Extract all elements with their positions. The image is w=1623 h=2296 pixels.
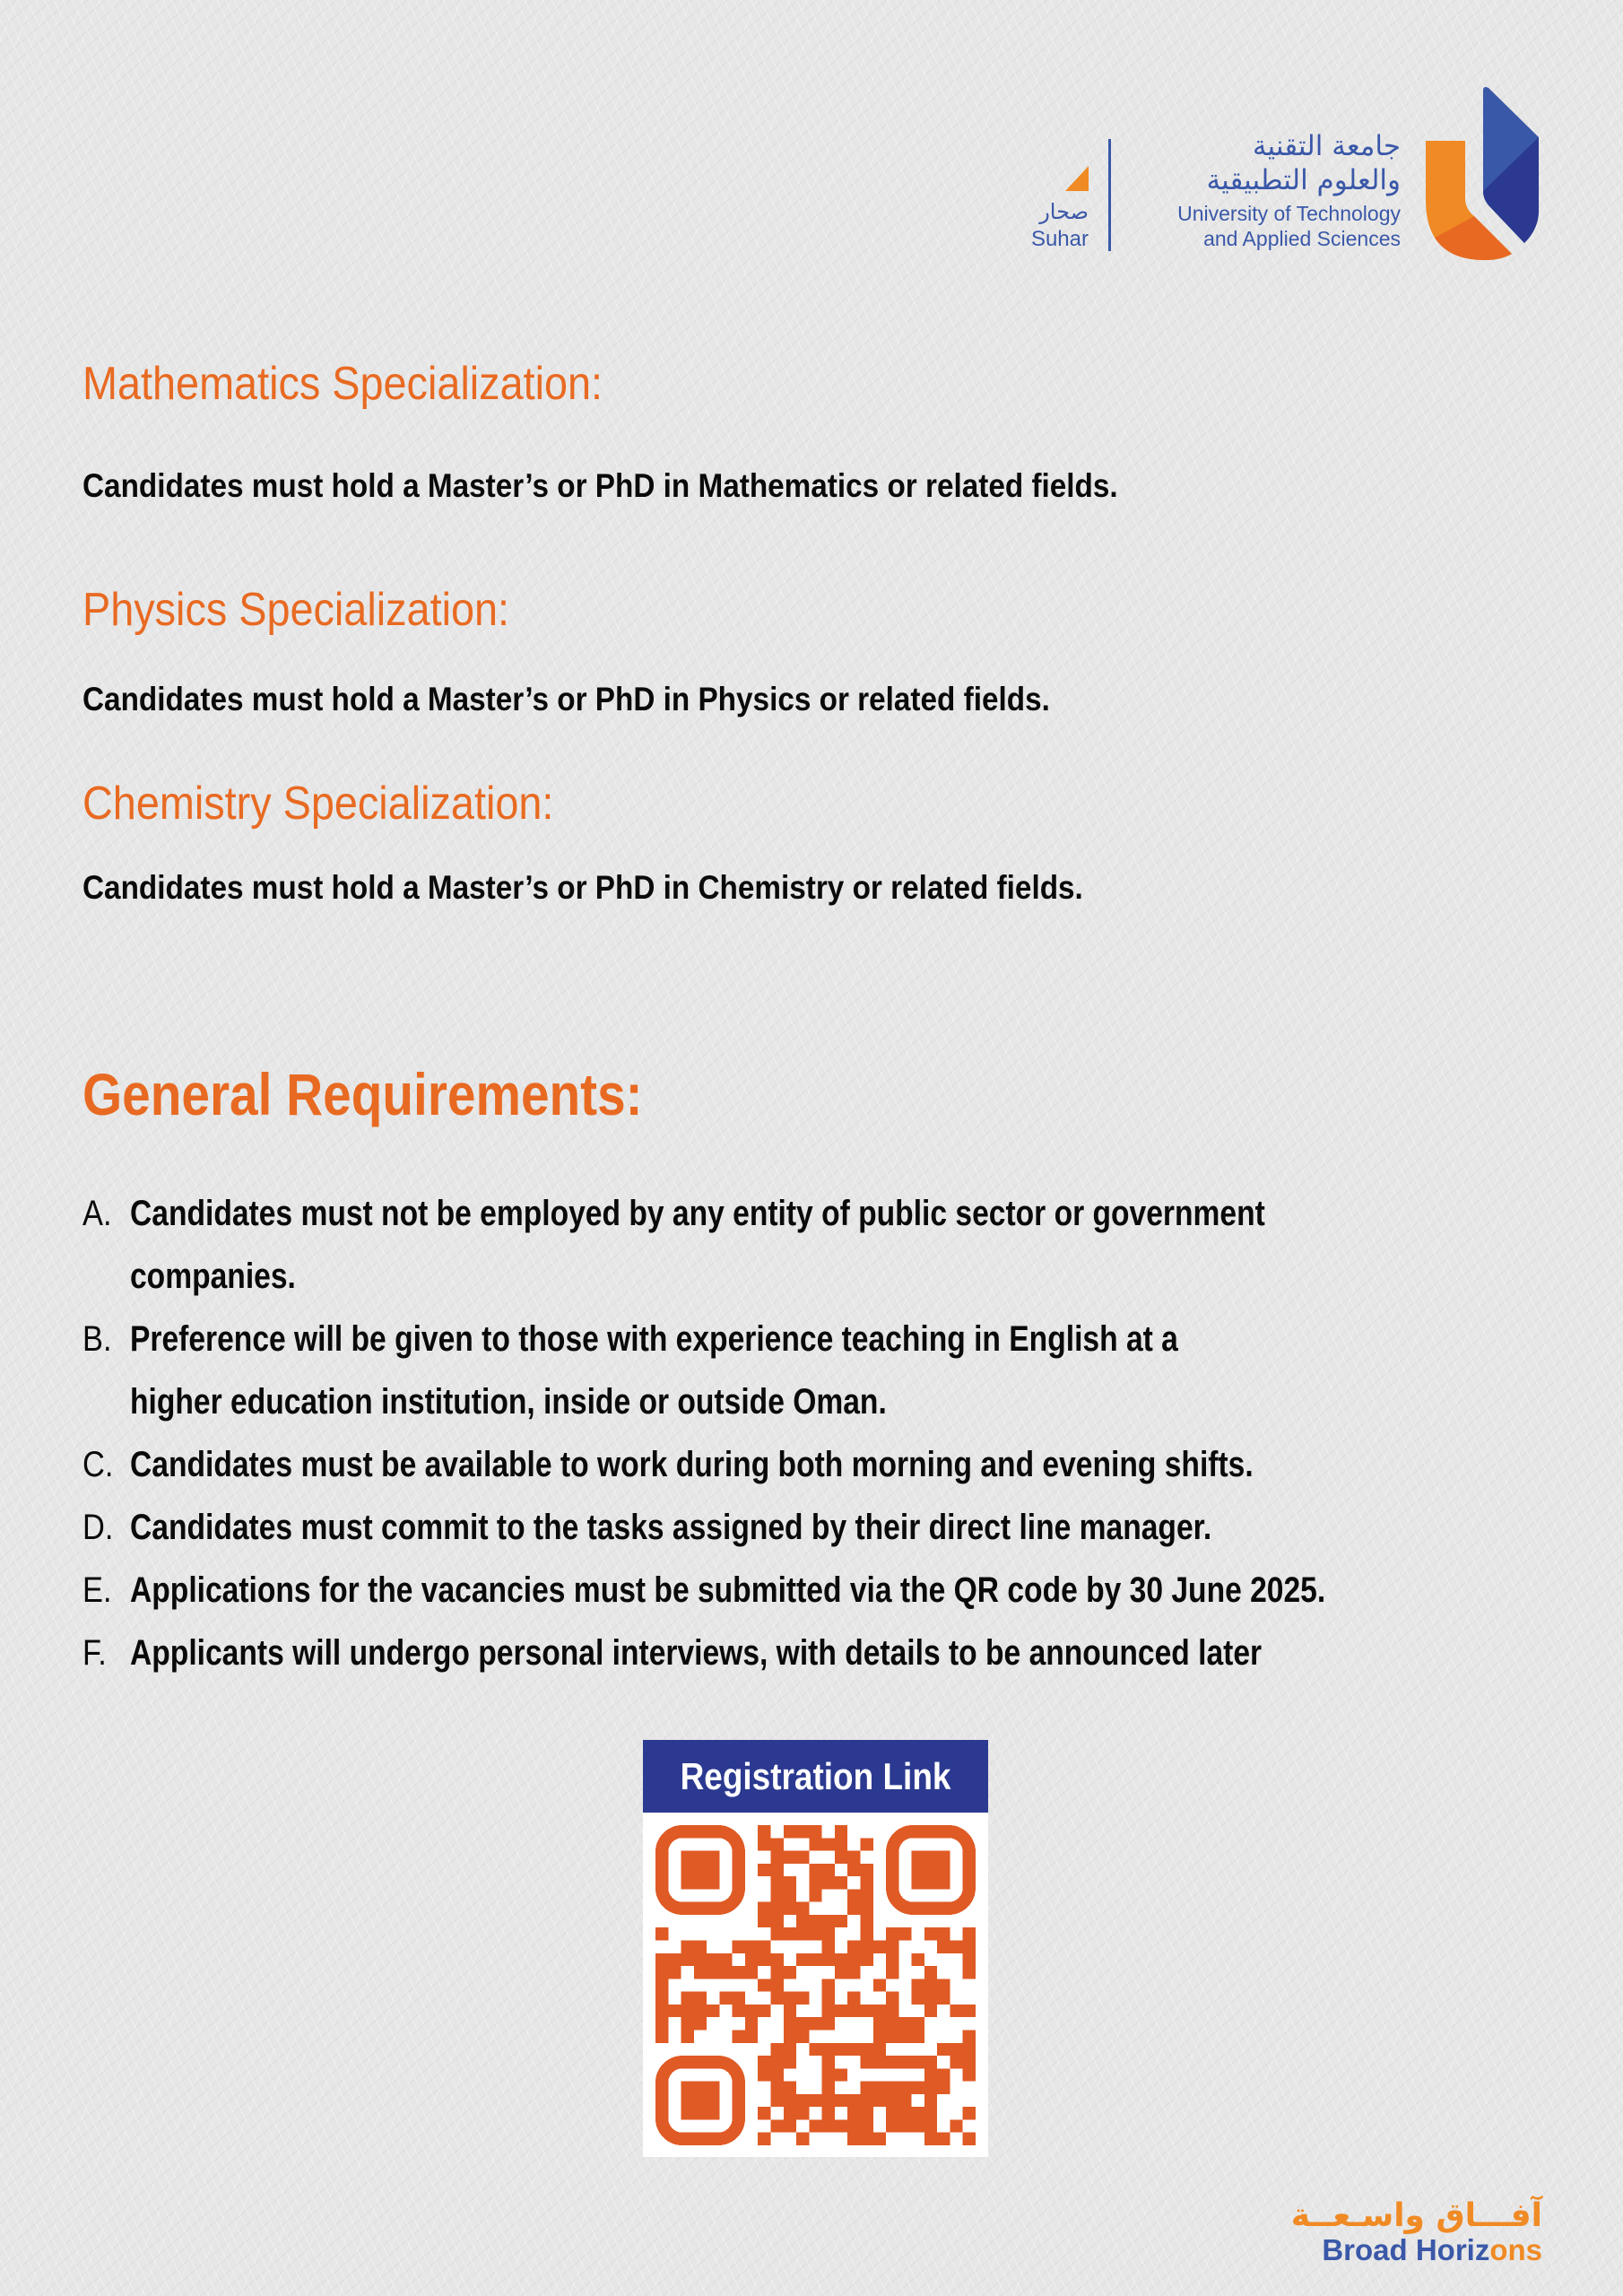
chemistry-specialization-heading: Chemistry Specialization: <box>82 778 554 830</box>
qr-module <box>655 2017 668 2030</box>
registration-link-text: Registration Link <box>680 1755 951 1797</box>
qr-module <box>912 2082 924 2094</box>
qr-module <box>912 2017 924 2030</box>
qr-module <box>886 2017 898 2030</box>
qr-module <box>771 1915 784 1927</box>
qr-module <box>719 1966 732 1979</box>
qr-module <box>898 2107 911 2119</box>
qr-module <box>847 2043 860 2056</box>
qr-module <box>784 1889 796 1901</box>
qr-module <box>822 1992 835 2005</box>
qr-module <box>655 1979 668 1991</box>
qr-module <box>886 1953 898 1966</box>
qr-module <box>886 2082 898 2094</box>
qr-module <box>937 1979 950 1991</box>
qr-module <box>860 2005 872 2017</box>
qr-module <box>886 1927 898 1940</box>
qr-module <box>809 1838 821 1850</box>
university-name-english-line2: and Applied Sciences <box>1203 227 1401 250</box>
qr-module <box>809 1927 821 1940</box>
qr-module <box>758 1902 770 1915</box>
qr-module <box>835 1953 847 1966</box>
qr-module <box>681 2005 694 2017</box>
qr-module <box>784 2119 796 2132</box>
qr-module <box>822 1953 835 1966</box>
qr-module <box>950 2119 962 2132</box>
qr-module <box>796 2030 809 2042</box>
qr-module <box>963 1953 976 1966</box>
qr-module <box>694 1966 707 1979</box>
qr-module <box>924 2119 937 2132</box>
tagline-english-part1: Broad Horiz <box>1322 2233 1490 2266</box>
requirement-letter: D. <box>82 1508 114 1547</box>
qr-module <box>847 1953 860 1966</box>
qr-module <box>745 2017 758 2030</box>
qr-module <box>873 1941 886 1953</box>
qr-module <box>898 1927 911 1940</box>
qr-module <box>873 2094 886 2107</box>
qr-module <box>847 2119 860 2132</box>
qr-module <box>758 1979 770 1991</box>
requirement-text: Applications for the vacancies must be submitted via the QR code by 30 June 2025. <box>130 1570 1326 1610</box>
qr-module <box>860 2094 872 2107</box>
qr-module <box>937 1927 950 1940</box>
tagline-english-part2: ons <box>1489 2233 1542 2266</box>
qr-module <box>835 1876 847 1889</box>
qr-module <box>784 1876 796 1889</box>
qr-module <box>733 1941 745 1953</box>
requirement-item-c <box>82 1433 1607 1496</box>
qr-module <box>809 1889 821 1901</box>
qr-module <box>835 1915 847 1927</box>
qr-code-icon[interactable] <box>655 1825 976 2145</box>
qr-module <box>912 2119 924 2132</box>
qr-module <box>733 2030 745 2042</box>
qr-module <box>796 2107 809 2119</box>
qr-module <box>784 2107 796 2119</box>
qr-module <box>809 2017 821 2030</box>
qr-module <box>963 1966 976 1979</box>
qr-module <box>950 2005 962 2017</box>
qr-module <box>822 2068 835 2081</box>
qr-module <box>898 2094 911 2107</box>
qr-module <box>860 1941 872 1953</box>
qr-module <box>681 2030 694 2042</box>
qr-module <box>847 1864 860 1876</box>
qr-module <box>912 1979 924 1991</box>
requirement-item-b <box>82 1308 1607 1433</box>
qr-module <box>796 1915 809 1927</box>
qr-module <box>784 1825 796 1838</box>
qr-module <box>809 2043 821 2056</box>
qr-module <box>796 1992 809 2005</box>
requirements-list <box>82 1182 1607 1684</box>
qr-module <box>707 1953 719 1966</box>
qr-module <box>912 2107 924 2119</box>
qr-module <box>681 1953 694 1966</box>
qr-module <box>771 1838 784 1850</box>
qr-module <box>822 2043 835 2056</box>
qr-module <box>733 1966 745 1979</box>
qr-module <box>937 2068 950 2081</box>
qr-module <box>771 1889 784 1901</box>
qr-module <box>707 1966 719 1979</box>
qr-module <box>886 2107 898 2119</box>
qr-module <box>873 2017 886 2030</box>
math-specialization-text: Candidates must hold a Master’s or PhD in Mathematics or related fields. <box>82 467 1118 504</box>
qr-module <box>860 1902 872 1915</box>
campus-name-english: Suhar <box>1030 227 1089 251</box>
qr-module <box>822 1876 835 1889</box>
qr-module <box>860 2107 872 2119</box>
qr-module <box>847 1992 860 2005</box>
qr-module <box>822 2119 835 2132</box>
qr-module <box>771 1851 784 1864</box>
qr-module <box>758 1915 770 1927</box>
qr-module <box>796 2094 809 2107</box>
qr-module <box>758 2056 770 2068</box>
qr-module <box>796 2017 809 2030</box>
general-requirements-heading: General Requirements: <box>82 1061 643 1127</box>
qr-module <box>873 2056 886 2068</box>
qr-module <box>694 1992 707 2005</box>
qr-module <box>784 2094 796 2107</box>
registration-qr-card[interactable] <box>643 1740 988 2157</box>
qr-module <box>847 1941 860 1953</box>
qr-module <box>796 1825 809 1838</box>
qr-module <box>898 2017 911 2030</box>
qr-module <box>886 2094 898 2107</box>
qr-module <box>733 2005 745 2017</box>
qr-module <box>796 1953 809 1966</box>
qr-module <box>784 1966 796 1979</box>
requirement-item-f <box>82 1622 1607 1684</box>
qr-module <box>924 1927 937 1940</box>
qr-module <box>860 1889 872 1901</box>
qr-module <box>847 2005 860 2017</box>
requirement-text: Preference will be given to those with experience teaching in English at a <box>130 1319 1178 1359</box>
requirement-letter: C. <box>82 1445 114 1484</box>
qr-module <box>924 2133 937 2145</box>
qr-module <box>668 1953 681 1966</box>
qr-module <box>886 1992 898 2005</box>
qr-module <box>886 2030 898 2042</box>
qr-module <box>784 2043 796 2056</box>
qr-module <box>758 2068 770 2081</box>
qr-module <box>847 2133 860 2145</box>
qr-module <box>809 1864 821 1876</box>
requirement-letter: F. <box>82 1633 107 1673</box>
qr-module <box>668 2005 681 2017</box>
qr-module <box>963 2043 976 2056</box>
qr-module <box>771 2056 784 2068</box>
qr-module <box>771 2082 784 2094</box>
qr-module <box>796 1902 809 1915</box>
qr-module <box>822 1838 835 1850</box>
qr-module <box>822 2056 835 2068</box>
qr-module <box>694 1953 707 1966</box>
qr-module <box>950 2043 962 2056</box>
requirement-text-continued: companies. <box>130 1257 296 1296</box>
qr-module <box>809 2094 821 2107</box>
qr-module <box>809 1915 821 1927</box>
physics-specialization-text: Candidates must hold a Master’s or PhD in Physics or related fields. <box>82 681 1050 718</box>
university-name-english-line1: University of Technology <box>1177 202 1401 225</box>
qr-module <box>835 1825 847 1838</box>
qr-module <box>745 1953 758 1966</box>
qr-module <box>771 1902 784 1915</box>
qr-module <box>822 1979 835 1991</box>
qr-module <box>886 1966 898 1979</box>
qr-module <box>681 1941 694 1953</box>
qr-module <box>822 2082 835 2094</box>
qr-module <box>655 2030 668 2042</box>
math-specialization-heading: Mathematics Specialization: <box>82 358 603 410</box>
qr-module <box>822 2107 835 2119</box>
qr-module <box>860 2082 872 2094</box>
requirement-letter: B. <box>82 1319 112 1359</box>
qr-module <box>822 1864 835 1876</box>
qr-module <box>655 1992 668 2005</box>
qr-module <box>719 1992 732 2005</box>
qr-module <box>796 1927 809 1940</box>
qr-module <box>796 2133 809 2145</box>
qr-module <box>822 2094 835 2107</box>
qr-module <box>924 1966 937 1979</box>
qr-module <box>847 1851 860 1864</box>
qr-module <box>860 2043 872 2056</box>
qr-module <box>886 2005 898 2017</box>
qr-module <box>745 2030 758 2042</box>
qr-module <box>963 2030 976 2042</box>
qr-module <box>898 2030 911 2042</box>
logo-divider <box>1108 139 1111 251</box>
qr-module <box>784 1851 796 1864</box>
qr-module <box>963 2133 976 2145</box>
qr-module <box>924 2107 937 2119</box>
qr-module <box>758 2107 770 2119</box>
qr-module <box>694 2017 707 2030</box>
qr-module <box>681 1992 694 2005</box>
qr-module <box>822 2017 835 2030</box>
qr-module <box>912 2030 924 2042</box>
qr-module <box>809 2119 821 2132</box>
registration-link-label <box>643 1740 988 1813</box>
qr-module <box>771 1966 784 1979</box>
qr-module <box>809 1825 821 1838</box>
qr-module <box>873 1979 886 1991</box>
qr-module <box>924 2094 937 2107</box>
qr-module <box>694 1941 707 1953</box>
qr-module <box>784 1902 796 1915</box>
qr-module <box>758 1838 770 1850</box>
qr-module <box>745 2005 758 2017</box>
qr-module <box>924 1992 937 2005</box>
utas-u-mark-icon <box>1422 85 1542 260</box>
qr-finder-center <box>681 2082 720 2120</box>
qr-module <box>835 2119 847 2132</box>
qr-module <box>835 2094 847 2107</box>
campus-name-arabic: صحار <box>1039 199 1089 224</box>
qr-module <box>655 2005 668 2017</box>
qr-module <box>771 1864 784 1876</box>
qr-module <box>963 2005 976 2017</box>
qr-module <box>886 1941 898 1953</box>
qr-module <box>784 2017 796 2030</box>
physics-specialization-heading: Physics Specialization: <box>82 584 510 636</box>
chemistry-specialization-text: Candidates must hold a Master’s or PhD in Chemistry or related fields. <box>82 869 1083 906</box>
qr-module <box>835 2005 847 2017</box>
qr-module <box>771 2094 784 2107</box>
qr-module <box>822 2005 835 2017</box>
qr-module <box>937 2082 950 2094</box>
university-name-arabic-line2: والعلوم التطبيقية <box>1206 164 1401 196</box>
qr-module <box>898 2082 911 2094</box>
qr-module <box>912 1953 924 1966</box>
qr-module <box>771 1876 784 1889</box>
qr-module <box>655 1966 668 1979</box>
qr-module <box>771 1953 784 1966</box>
qr-module <box>937 1941 950 1953</box>
qr-module <box>937 2133 950 2145</box>
qr-module <box>873 2082 886 2094</box>
requirement-text: Candidates must not be employed by any entity of public sector or government <box>130 1194 1265 1233</box>
qr-module <box>860 1876 872 1889</box>
requirement-text-continued: higher education institution, inside or outside Oman. <box>130 1382 887 1422</box>
qr-module <box>771 2119 784 2132</box>
qr-module <box>784 2005 796 2017</box>
qr-module <box>758 1941 770 1953</box>
qr-module <box>847 2107 860 2119</box>
qr-module <box>860 1953 872 1966</box>
qr-module <box>873 2005 886 2017</box>
qr-module <box>758 1953 770 1966</box>
qr-module <box>809 1876 821 1889</box>
qr-module <box>809 1953 821 1966</box>
qr-module <box>886 2119 898 2132</box>
qr-finder-center <box>681 1851 720 1890</box>
qr-module <box>835 2043 847 2056</box>
qr-module <box>924 2068 937 2081</box>
qr-module <box>898 2119 911 2132</box>
qr-module <box>924 2082 937 2094</box>
qr-module <box>771 2068 784 2081</box>
qr-module <box>963 1927 976 1940</box>
qr-module <box>681 2017 694 2030</box>
qr-module <box>822 1927 835 1940</box>
qr-module <box>860 1838 872 1850</box>
qr-module <box>694 2005 707 2017</box>
requirement-item-a <box>82 1182 1607 1308</box>
qr-module <box>784 1992 796 2005</box>
qr-module <box>860 2056 872 2068</box>
qr-module <box>707 2005 719 2017</box>
qr-module <box>758 1825 770 1838</box>
qr-finder-center <box>912 1851 950 1890</box>
requirement-item-e <box>82 1559 1607 1622</box>
qr-module <box>758 2005 770 2017</box>
qr-module <box>822 1915 835 1927</box>
tagline-english <box>1322 2233 1542 2267</box>
qr-module <box>847 1902 860 1915</box>
qr-module <box>835 1851 847 1864</box>
qr-module <box>847 1966 860 1979</box>
qr-module <box>963 1941 976 1953</box>
qr-module <box>898 2056 911 2068</box>
qr-module <box>860 2119 872 2132</box>
qr-module <box>758 1864 770 1876</box>
qr-module <box>835 1838 847 1850</box>
qr-module <box>758 2133 770 2145</box>
qr-module <box>784 2056 796 2068</box>
requirement-item-d <box>82 1496 1607 1559</box>
requirement-text: Applicants will undergo personal interviews, with details to be announced later <box>130 1633 1263 1673</box>
qr-module <box>912 1992 924 2005</box>
qr-module <box>655 1953 668 1966</box>
qr-module <box>873 2133 886 2145</box>
qr-module <box>963 2107 976 2119</box>
qr-module <box>655 1927 668 1940</box>
qr-module <box>733 1992 745 2005</box>
qr-module <box>924 2056 937 2068</box>
qr-module <box>963 2056 976 2068</box>
qr-module <box>668 1966 681 1979</box>
suhar-triangle-icon <box>1065 166 1089 191</box>
broad-horizons-logo <box>1290 2197 1542 2274</box>
qr-module <box>860 2133 872 2145</box>
qr-module <box>937 2043 950 2056</box>
qr-module <box>784 2082 796 2094</box>
qr-module <box>912 2056 924 2068</box>
qr-module <box>745 1966 758 1979</box>
qr-module <box>771 1992 784 2005</box>
qr-module <box>924 2005 937 2017</box>
qr-module <box>835 1966 847 1979</box>
qr-module <box>784 2030 796 2042</box>
qr-module <box>796 1851 809 1864</box>
qr-module <box>835 2068 847 2081</box>
qr-module <box>847 1889 860 1901</box>
qr-module <box>745 1941 758 1953</box>
requirement-letter: E. <box>82 1570 112 1610</box>
university-logo <box>1022 85 1542 260</box>
qr-module <box>886 2056 898 2068</box>
qr-module <box>963 2068 976 2081</box>
qr-module <box>847 2094 860 2107</box>
requirement-text: Candidates must commit to the tasks assigned by their direct line manager. <box>130 1508 1212 1547</box>
qr-module <box>771 1927 784 1940</box>
qr-module <box>784 1927 796 1940</box>
qr-module <box>924 1979 937 1991</box>
qr-module <box>860 1927 872 1940</box>
university-name-arabic-line1: جامعة التقنية <box>1252 130 1401 162</box>
qr-module <box>822 1941 835 1953</box>
qr-module <box>937 1992 950 2005</box>
qr-module <box>771 1979 784 1991</box>
qr-module <box>873 2043 886 2056</box>
requirement-text: Candidates must be available to work during both morning and evening shifts. <box>130 1445 1254 1484</box>
qr-module <box>873 2030 886 2042</box>
qr-module <box>950 1941 962 1953</box>
requirement-letter: A. <box>82 1194 112 1233</box>
tagline-arabic: آفـــاق واسـعــة <box>1290 2197 1542 2234</box>
qr-module <box>860 1915 872 1927</box>
qr-module <box>950 2056 962 2068</box>
qr-module <box>771 2043 784 2056</box>
qr-module <box>719 1953 732 1966</box>
qr-module <box>860 1864 872 1876</box>
